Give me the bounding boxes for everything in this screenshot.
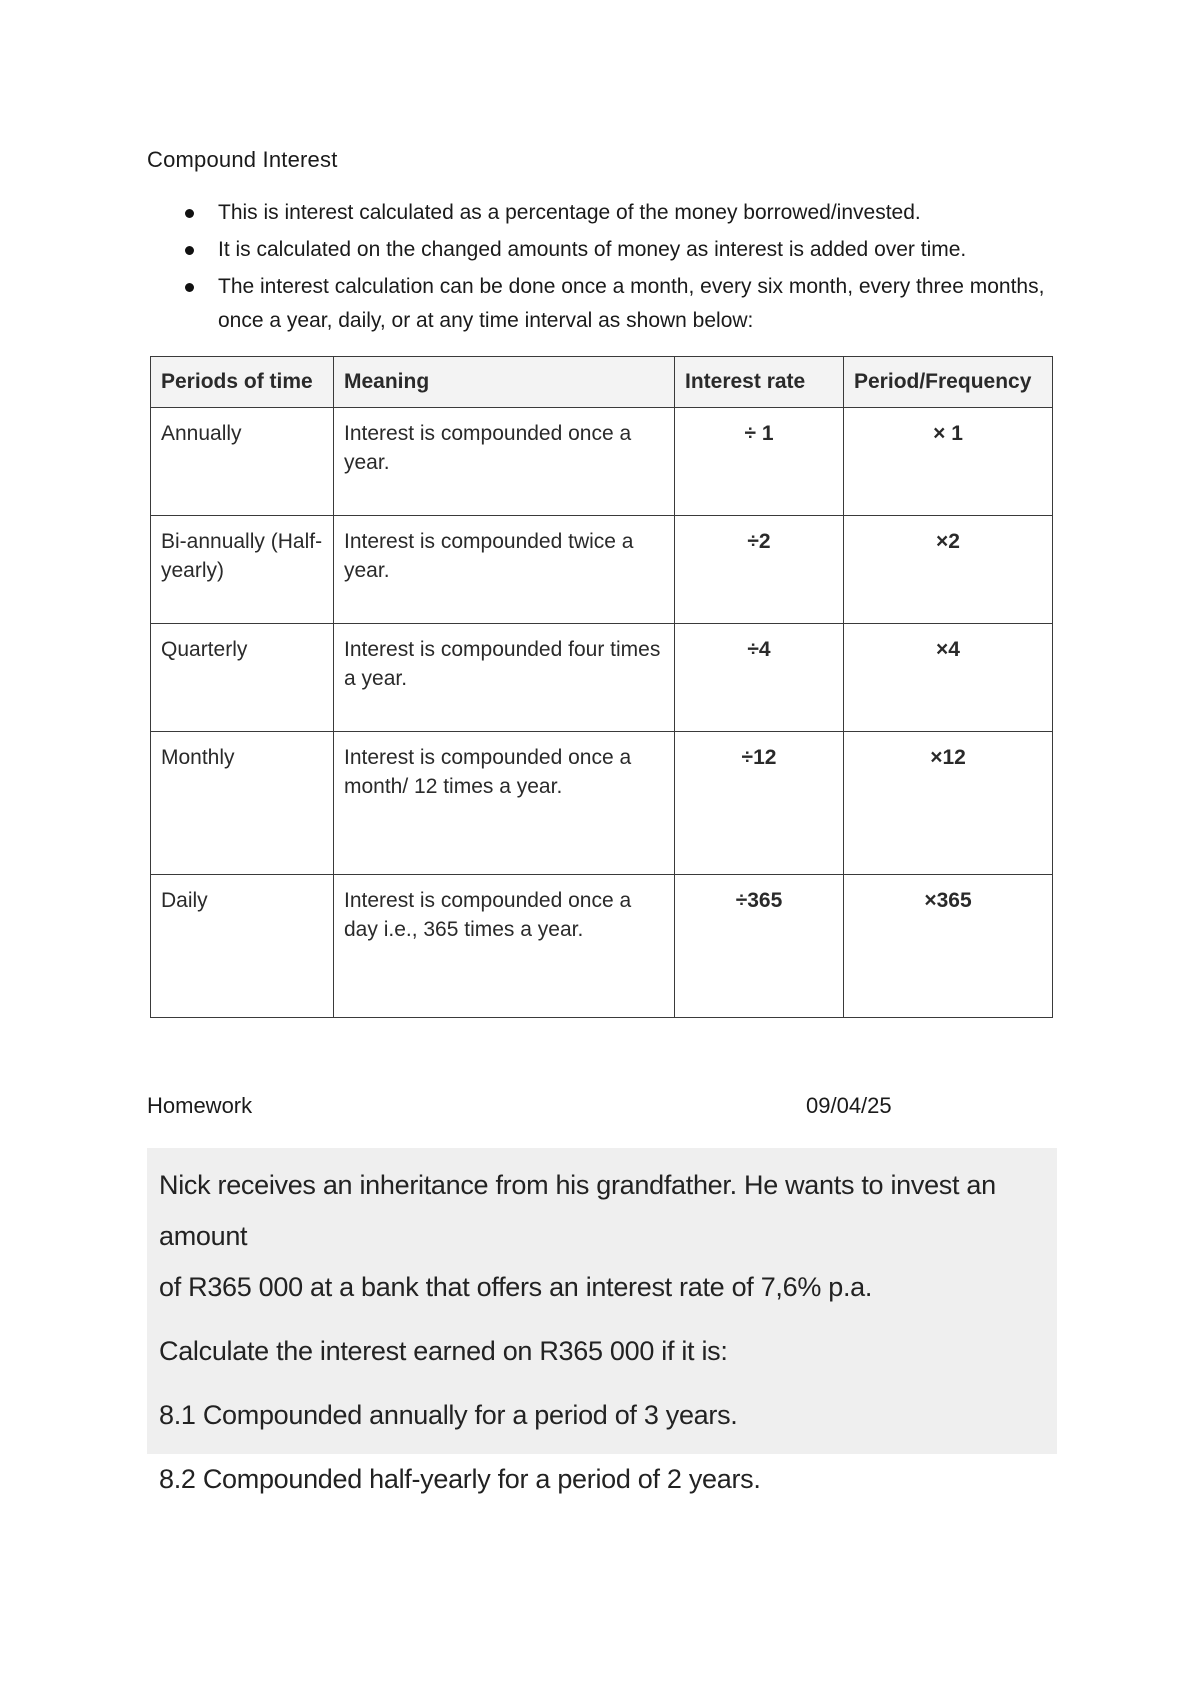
homework-label: Homework [147, 1093, 253, 1118]
cell-frequency: ×4 [844, 624, 1053, 732]
bullet-item [147, 233, 1067, 267]
cell-rate: ÷4 [675, 624, 844, 732]
homework-question-box [147, 1148, 1057, 1494]
cell-meaning: Interest is compounded twice a year. [334, 516, 675, 624]
table-row [151, 408, 1053, 516]
bullet-item [147, 270, 1067, 338]
bullet-dot-icon [185, 283, 194, 292]
homework-line: Nick receives an inheritance from his grandfather. He wants to invest an amount [159, 1170, 996, 1251]
cell-meaning: Interest is compounded four times a year. [334, 624, 675, 732]
header-periods-of-time: Periods of time [151, 357, 334, 408]
cell-period: Monthly [151, 732, 334, 875]
homework-line: 8.1 Compounded annually for a period of 3 years. [159, 1400, 738, 1430]
cell-rate: ÷365 [675, 875, 844, 1018]
cell-meaning: Interest is compounded once a month/ 12 times a year. [334, 732, 675, 875]
bullet-dot-icon [185, 246, 194, 255]
table-header-row [151, 357, 1053, 408]
bullet-item [147, 196, 1067, 230]
header-period-frequency: Period/Frequency [844, 357, 1053, 408]
cell-period: Daily [151, 875, 334, 1018]
header-interest-rate: Interest rate [675, 357, 844, 408]
cell-frequency: × 1 [844, 408, 1053, 516]
table-row [151, 516, 1053, 624]
homework-line: of R365 000 at a bank that offers an interest rate of 7,6% p.a. [159, 1272, 873, 1302]
cell-period: Bi-annually (Half-yearly) [151, 516, 334, 624]
cell-period: Annually [151, 408, 334, 516]
bullet-text: It is calculated on the changed amounts of money as interest is added over time. [218, 238, 967, 261]
cell-period: Quarterly [151, 624, 334, 732]
homework-date: 09/04/25 [806, 1093, 892, 1118]
bullet-list [147, 196, 1067, 341]
compounding-periods-table [150, 356, 1053, 1018]
cell-rate: ÷12 [675, 732, 844, 875]
homework-line: Calculate the interest earned on R365 000 if it is: [159, 1336, 728, 1366]
bullet-text: The interest calculation can be done once a month, every six month, every three months, once a year, daily, or at any time interval as shown below: [218, 275, 1045, 332]
page-title: Compound Interest [147, 147, 338, 172]
cell-rate: ÷ 1 [675, 408, 844, 516]
bullet-dot-icon [185, 209, 194, 218]
cell-meaning: Interest is compounded once a day i.e., 365 times a year. [334, 875, 675, 1018]
table-row [151, 875, 1053, 1018]
bullet-text: This is interest calculated as a percentage of the money borrowed/invested. [218, 201, 921, 224]
cell-frequency: ×12 [844, 732, 1053, 875]
table-row [151, 732, 1053, 875]
cell-frequency: ×365 [844, 875, 1053, 1018]
header-meaning: Meaning [334, 357, 675, 408]
table-row [151, 624, 1053, 732]
cell-meaning: Interest is compounded once a year. [334, 408, 675, 516]
cell-rate: ÷2 [675, 516, 844, 624]
homework-line: 8.2 Compounded half-yearly for a period of 2 years. [159, 1464, 761, 1494]
cell-frequency: ×2 [844, 516, 1053, 624]
